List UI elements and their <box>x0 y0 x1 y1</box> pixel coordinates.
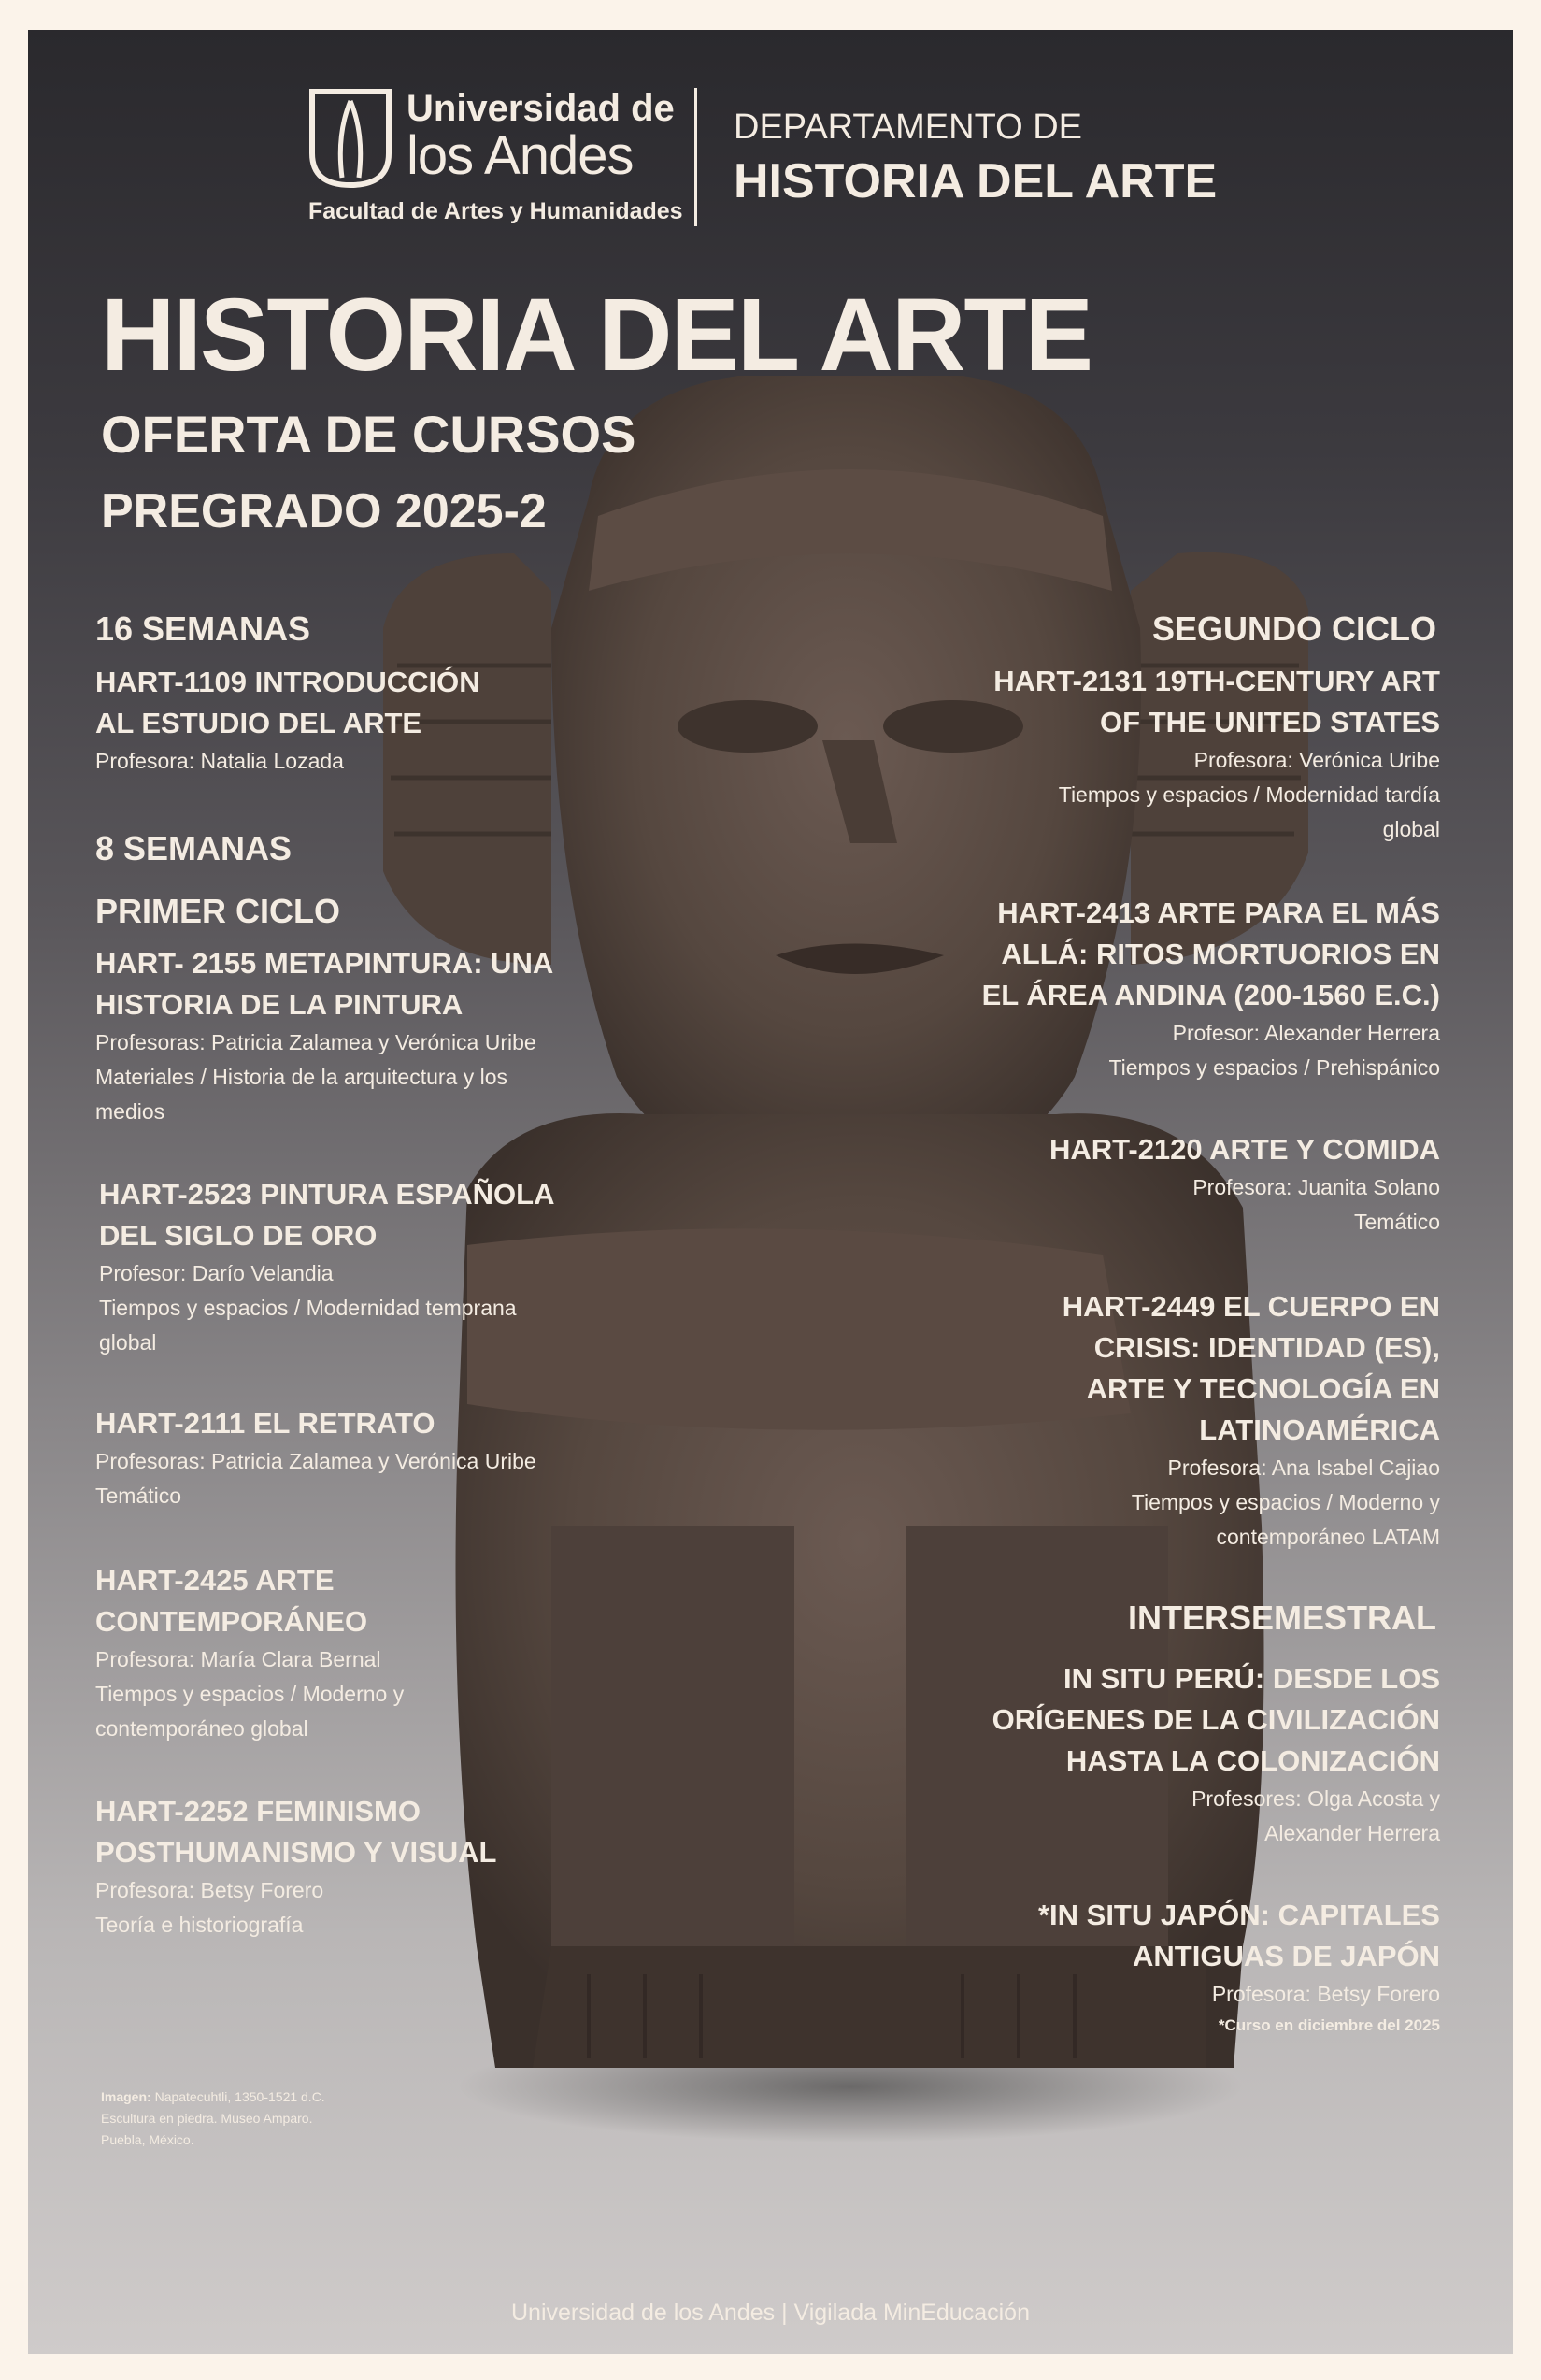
course-professor: Profesoras: Patricia Zalamea y Verónica Uribe <box>95 1030 536 1054</box>
section-intersemestral: INTERSEMESTRAL <box>1127 1599 1436 1637</box>
course-title: EL ÁREA ANDINA (200-1560 E.C.) <box>981 979 1440 1011</box>
caption-line1: Napatecuhtli, 1350-1521 d.C. <box>150 2089 325 2104</box>
course-title: ALLÁ: RITOS MORTUORIOS EN <box>1001 938 1440 970</box>
course-professor: Profesora: Natalia Lozada <box>95 749 344 773</box>
course-title: AL ESTUDIO DEL ARTE <box>95 707 422 739</box>
course-hart-2252 <box>95 1791 496 1943</box>
course-title: *IN SITU JAPÓN: CAPITALES <box>1037 1899 1440 1931</box>
course-hart-2449 <box>1063 1286 1440 1555</box>
poster-title: HISTORIA DEL ARTE <box>101 278 1092 393</box>
course-title: HART-2523 PINTURA ESPAÑOLA <box>99 1178 555 1211</box>
course-category: contemporáneo LATAM <box>1216 1525 1440 1549</box>
course-note: *Curso en diciembre del 2025 <box>1218 2016 1440 2034</box>
course-title: HART-2425 ARTE <box>95 1564 335 1597</box>
course-professor: Profesoras: Patricia Zalamea y Verónica Uribe <box>95 1449 536 1473</box>
course-hart-2131 <box>993 661 1440 847</box>
poster <box>28 30 1513 2354</box>
course-title: POSTHUMANISMO Y VISUAL <box>95 1836 497 1869</box>
course-title: IN SITU PERÚ: DESDE LOS <box>1063 1662 1440 1695</box>
course-title: HART-2111 EL RETRATO <box>95 1407 435 1440</box>
course-hart-1109 <box>95 662 480 779</box>
course-title: CRISIS: IDENTIDAD (ES), <box>1093 1331 1440 1364</box>
course-category: contemporáneo global <box>95 1716 308 1741</box>
course-title: HART-2413 ARTE PARA EL MÁS <box>997 896 1440 929</box>
course-professor: Profesora: Verónica Uribe <box>1193 748 1440 772</box>
course-professor: Profesora: Ana Isabel Cajiao <box>1167 1455 1440 1480</box>
course-category: Temático <box>95 1484 182 1508</box>
course-title: HART-2131 19TH-CENTURY ART <box>993 665 1440 697</box>
course-professor: Profesora: Betsy Forero <box>1211 1982 1440 2006</box>
course-professor: Profesor: Darío Velandia <box>99 1261 334 1285</box>
course-hart-2413 <box>982 893 1440 1085</box>
university-line2: los Andes <box>407 125 634 186</box>
course-title: CONTEMPORÁNEO <box>95 1605 368 1638</box>
section-primer-ciclo: PRIMER CICLO <box>95 892 341 930</box>
course-in-situ-peru <box>992 1658 1440 1851</box>
logo-divider <box>694 88 697 226</box>
course-hart-2425 <box>95 1560 404 1746</box>
course-title: LATINOAMÉRICA <box>1199 1413 1440 1446</box>
course-professor: Profesores: Olga Acosta y <box>1191 1786 1440 1811</box>
faculty-name: Facultad de Artes y Humanidades <box>308 198 683 224</box>
course-title: HART-1109 INTRODUCCIÓN <box>95 666 480 698</box>
department-line2: HISTORIA DEL ARTE <box>734 154 1218 208</box>
course-category: Teoría e historiografía <box>95 1913 304 1937</box>
caption-label: Imagen: <box>101 2089 151 2104</box>
course-in-situ-japon <box>1038 1895 1440 2040</box>
course-title: ORÍGENES DE LA CIVILIZACIÓN <box>992 1703 1440 1736</box>
course-category: Materiales / Historia de la arquitectura y los <box>95 1065 508 1089</box>
course-category: Tiempos y espacios / Moderno y <box>95 1682 405 1706</box>
course-category: medios <box>95 1099 165 1124</box>
section-16-weeks: 16 SEMANAS <box>95 609 311 648</box>
course-professor: Profesora: María Clara Bernal <box>95 1647 381 1671</box>
course-title: HART-2252 FEMINISMO <box>95 1795 421 1828</box>
caption-line3: Puebla, México. <box>101 2132 194 2147</box>
poster-subtitle: OFERTA DE CURSOS <box>101 405 636 464</box>
course-category: Tiempos y espacios / Moderno y <box>1131 1490 1440 1514</box>
university-name <box>407 88 675 186</box>
course-title: DEL SIGLO DE ORO <box>99 1219 378 1252</box>
course-hart-2523 <box>99 1174 554 1360</box>
section-segundo-ciclo: SEGUNDO CICLO <box>1151 609 1436 648</box>
course-professor: Profesor: Alexander Herrera <box>1172 1021 1440 1045</box>
image-caption <box>101 2086 381 2151</box>
course-category: Tiempos y espacios / Modernidad temprana <box>99 1296 517 1320</box>
poster-term: PREGRADO 2025-2 <box>101 484 547 538</box>
course-title: HASTA LA COLONIZACIÓN <box>1065 1744 1440 1777</box>
footer-text: Universidad de los Andes | Vigilada MinEducación <box>511 2300 1030 2326</box>
course-category: Temático <box>1353 1210 1440 1234</box>
course-title: ANTIGUAS DE JAPÓN <box>1133 1940 1440 1972</box>
course-professor: Profesora: Juanita Solano <box>1192 1175 1440 1199</box>
course-hart-2111 <box>95 1403 536 1513</box>
course-title: HART-2120 ARTE Y COMIDA <box>1049 1133 1440 1166</box>
course-title: HART- 2155 METAPINTURA: UNA <box>95 947 554 980</box>
course-professor: Profesora: Betsy Forero <box>95 1878 324 1902</box>
course-professor: Alexander Herrera <box>1264 1821 1440 1845</box>
section-8-weeks: 8 SEMANAS <box>95 829 293 867</box>
course-title: HART-2449 EL CUERPO EN <box>1062 1290 1440 1323</box>
course-title: ARTE Y TECNOLOGÍA EN <box>1086 1372 1440 1405</box>
course-hart-2120 <box>1049 1129 1440 1240</box>
course-category: Tiempos y espacios / Modernidad tardía <box>1058 782 1440 807</box>
course-category: Tiempos y espacios / Prehispánico <box>1108 1055 1440 1080</box>
course-hart-2155 <box>95 943 553 1129</box>
university-line1: Universidad de <box>407 88 675 129</box>
course-title: HISTORIA DE LA PINTURA <box>95 988 464 1021</box>
uniandes-logo-icon <box>308 88 392 189</box>
course-title: OF THE UNITED STATES <box>1100 706 1440 738</box>
caption-line2: Escultura en piedra. Museo Amparo. <box>101 2111 313 2126</box>
department-line1: DEPARTAMENTO DE <box>734 108 1083 147</box>
course-category: global <box>1382 817 1440 841</box>
course-category: global <box>99 1330 157 1355</box>
